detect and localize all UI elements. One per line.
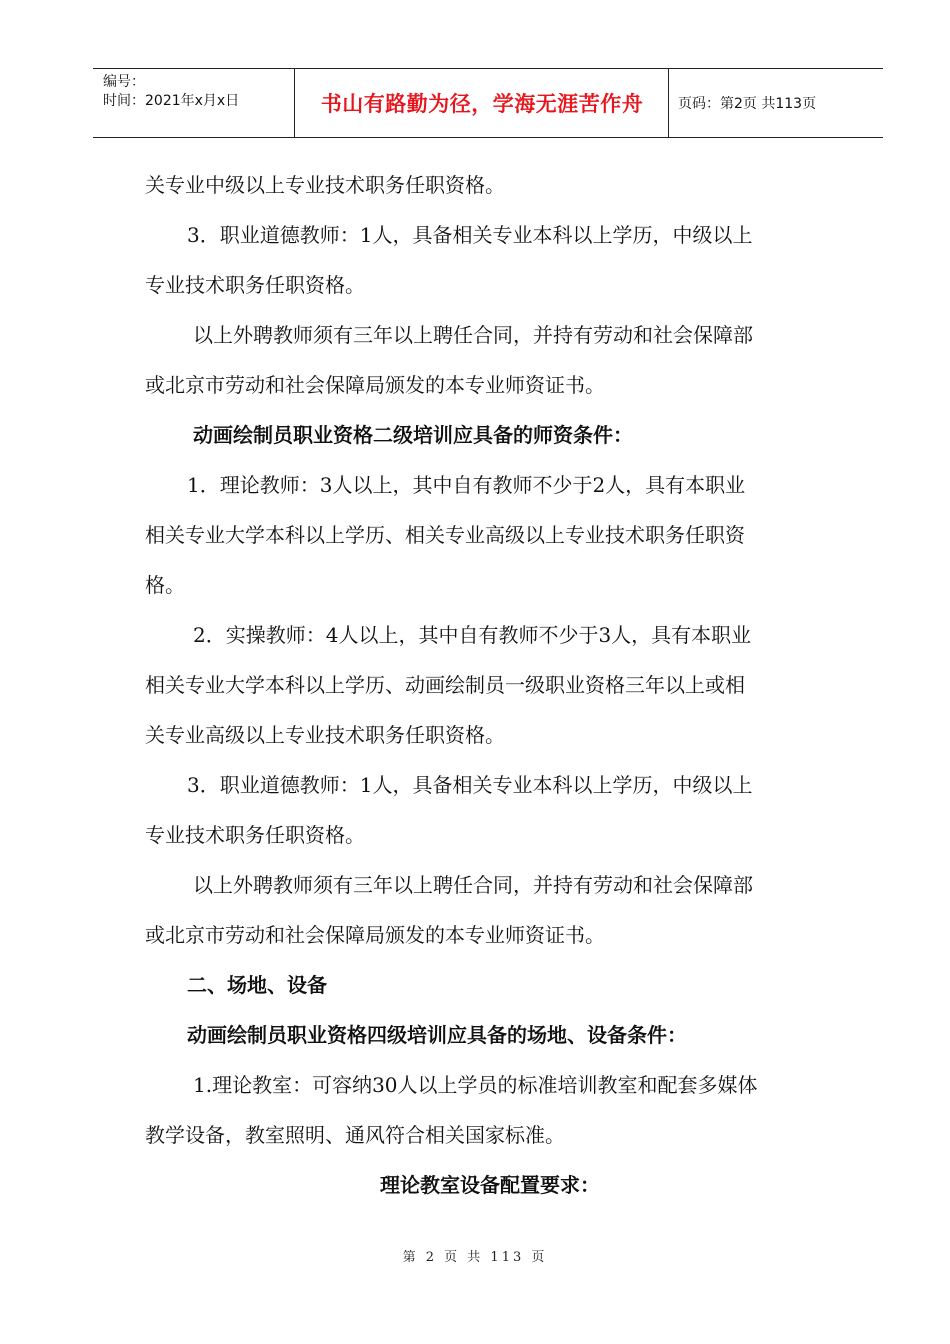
table-heading: 理论教室设备配置要求：: [380, 1173, 600, 1197]
paragraph-line: 关专业高级以上专业技术职务任职资格。: [145, 723, 505, 747]
paragraph-line: 1.理论教室：可容纳30人以上学员的标准培训教室和配套多媒体: [193, 1073, 758, 1097]
header-page-info: 页码：第2页 共113页: [678, 96, 817, 112]
section-heading: 动画绘制员职业资格二级培训应具备的师资条件：: [193, 423, 633, 447]
paragraph-line: 专业技术职务任职资格。: [145, 823, 365, 847]
paragraph-line: 或北京市劳动和社会保障局颁发的本专业师资证书。: [145, 373, 605, 397]
paragraph-line: 教学设备，教室照明、通风符合相关国家标准。: [145, 1123, 565, 1147]
paragraph-line: 以上外聘教师须有三年以上聘任合同，并持有劳动和社会保障部: [193, 873, 753, 897]
document-body: [145, 160, 835, 1210]
header-meta: [103, 73, 239, 111]
paragraph-line: 关专业中级以上专业技术职务任职资格。: [145, 173, 505, 197]
paragraph-line: 相关专业大学本科以上学历、相关专业高级以上专业技术职务任职资: [145, 523, 745, 547]
header-divider-left: [294, 69, 295, 137]
paragraph-line: 3．职业道德教师：1人，具备相关专业本科以上学历，中级以上: [187, 773, 753, 797]
paragraph-line: 1．理论教师：3人以上，其中自有教师不少于2人，具有本职业: [187, 473, 746, 497]
header-divider-right: [668, 69, 669, 137]
paragraph-line: 2．实操教师：4人以上，其中自有教师不少于3人，具有本职业: [193, 623, 752, 647]
document-number-label: 编号：: [103, 74, 145, 90]
paragraph-line: 或北京市劳动和社会保障局颁发的本专业师资证书。: [145, 923, 605, 947]
page-header: [93, 68, 883, 138]
paragraph-line: 相关专业大学本科以上学历、动画绘制员一级职业资格三年以上或相: [145, 673, 745, 697]
paragraph-line: 3．职业道德教师：1人，具备相关专业本科以上学历，中级以上: [187, 223, 753, 247]
section-heading: 二、场地、设备: [187, 973, 327, 997]
paragraph-line: 格。: [145, 573, 185, 597]
paragraph-line: 以上外聘教师须有三年以上聘任合同，并持有劳动和社会保障部: [193, 323, 753, 347]
header-motto: 书山有路勤为径，学海无涯苦作舟: [320, 92, 644, 116]
paragraph-line: 专业技术职务任职资格。: [145, 273, 365, 297]
document-time: 时间：2021年x月x日: [103, 93, 240, 109]
page-footer: 第 2 页 共 113 页: [402, 1250, 548, 1265]
section-heading: 动画绘制员职业资格四级培训应具备的场地、设备条件：: [187, 1023, 687, 1047]
